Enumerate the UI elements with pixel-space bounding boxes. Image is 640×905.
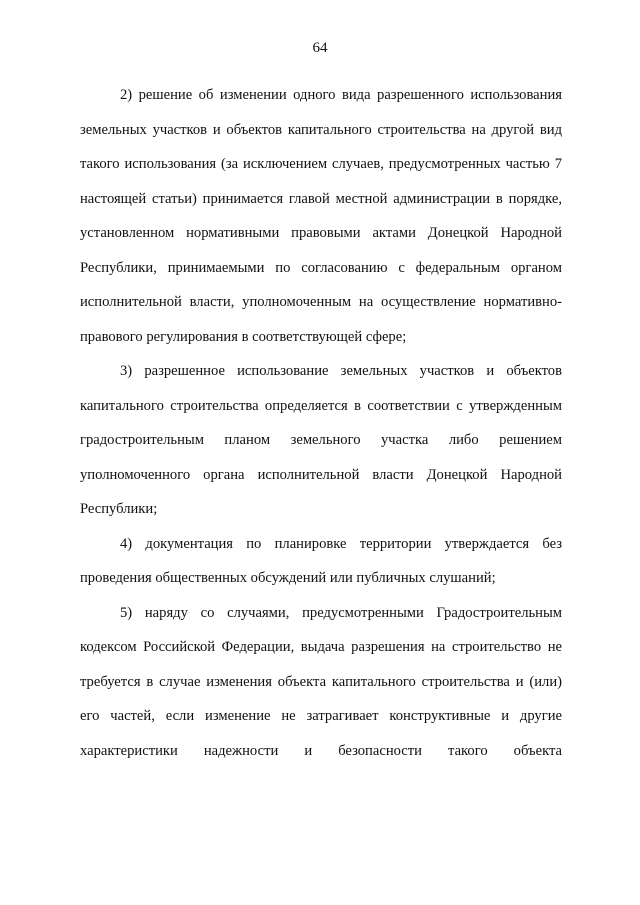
paragraph-item-2: 2) решение об изменении одного вида разрешенного использования земельных участков и объектов капитального строительства на другой вид такого использования (за исключением случаев, предусмотренных частью 7 настоящей статьи) принимается главой местной администрации в порядке, установленном нормативными правовыми актами Донецкой Народной Республики, принимаемыми по согласованию с федеральным органом исполнительной власти, уполномоченным на осуществление нормативно-правового регулирования в соответствующей сфере;	[80, 87, 562, 345]
document-body	[80, 78, 562, 768]
page-number: 64	[312, 40, 328, 56]
paragraph-item-3: 3) разрешенное использование земельных участков и объектов капитального строительства определяется в соответствии с утвержденным градостроительным планом земельного участка либо решением уполномоченного органа исполнительной власти Донецкой Народной Республики;	[80, 363, 562, 517]
paragraph-item-4: 4) документация по планировке территории утверждается без проведения общественных обсуждений или публичных слушаний;	[80, 535, 562, 586]
paragraph-item-5: 5) наряду со случаями, предусмотренными Градостроительным кодексом Российской Федерации, выдача разрешения на строительство не требуется в случае изменения объекта капитального строительства и (или) его частей, если изменение не затрагивает конструктивные и другие характеристики надежности и безопасности такого объекта	[80, 604, 562, 759]
